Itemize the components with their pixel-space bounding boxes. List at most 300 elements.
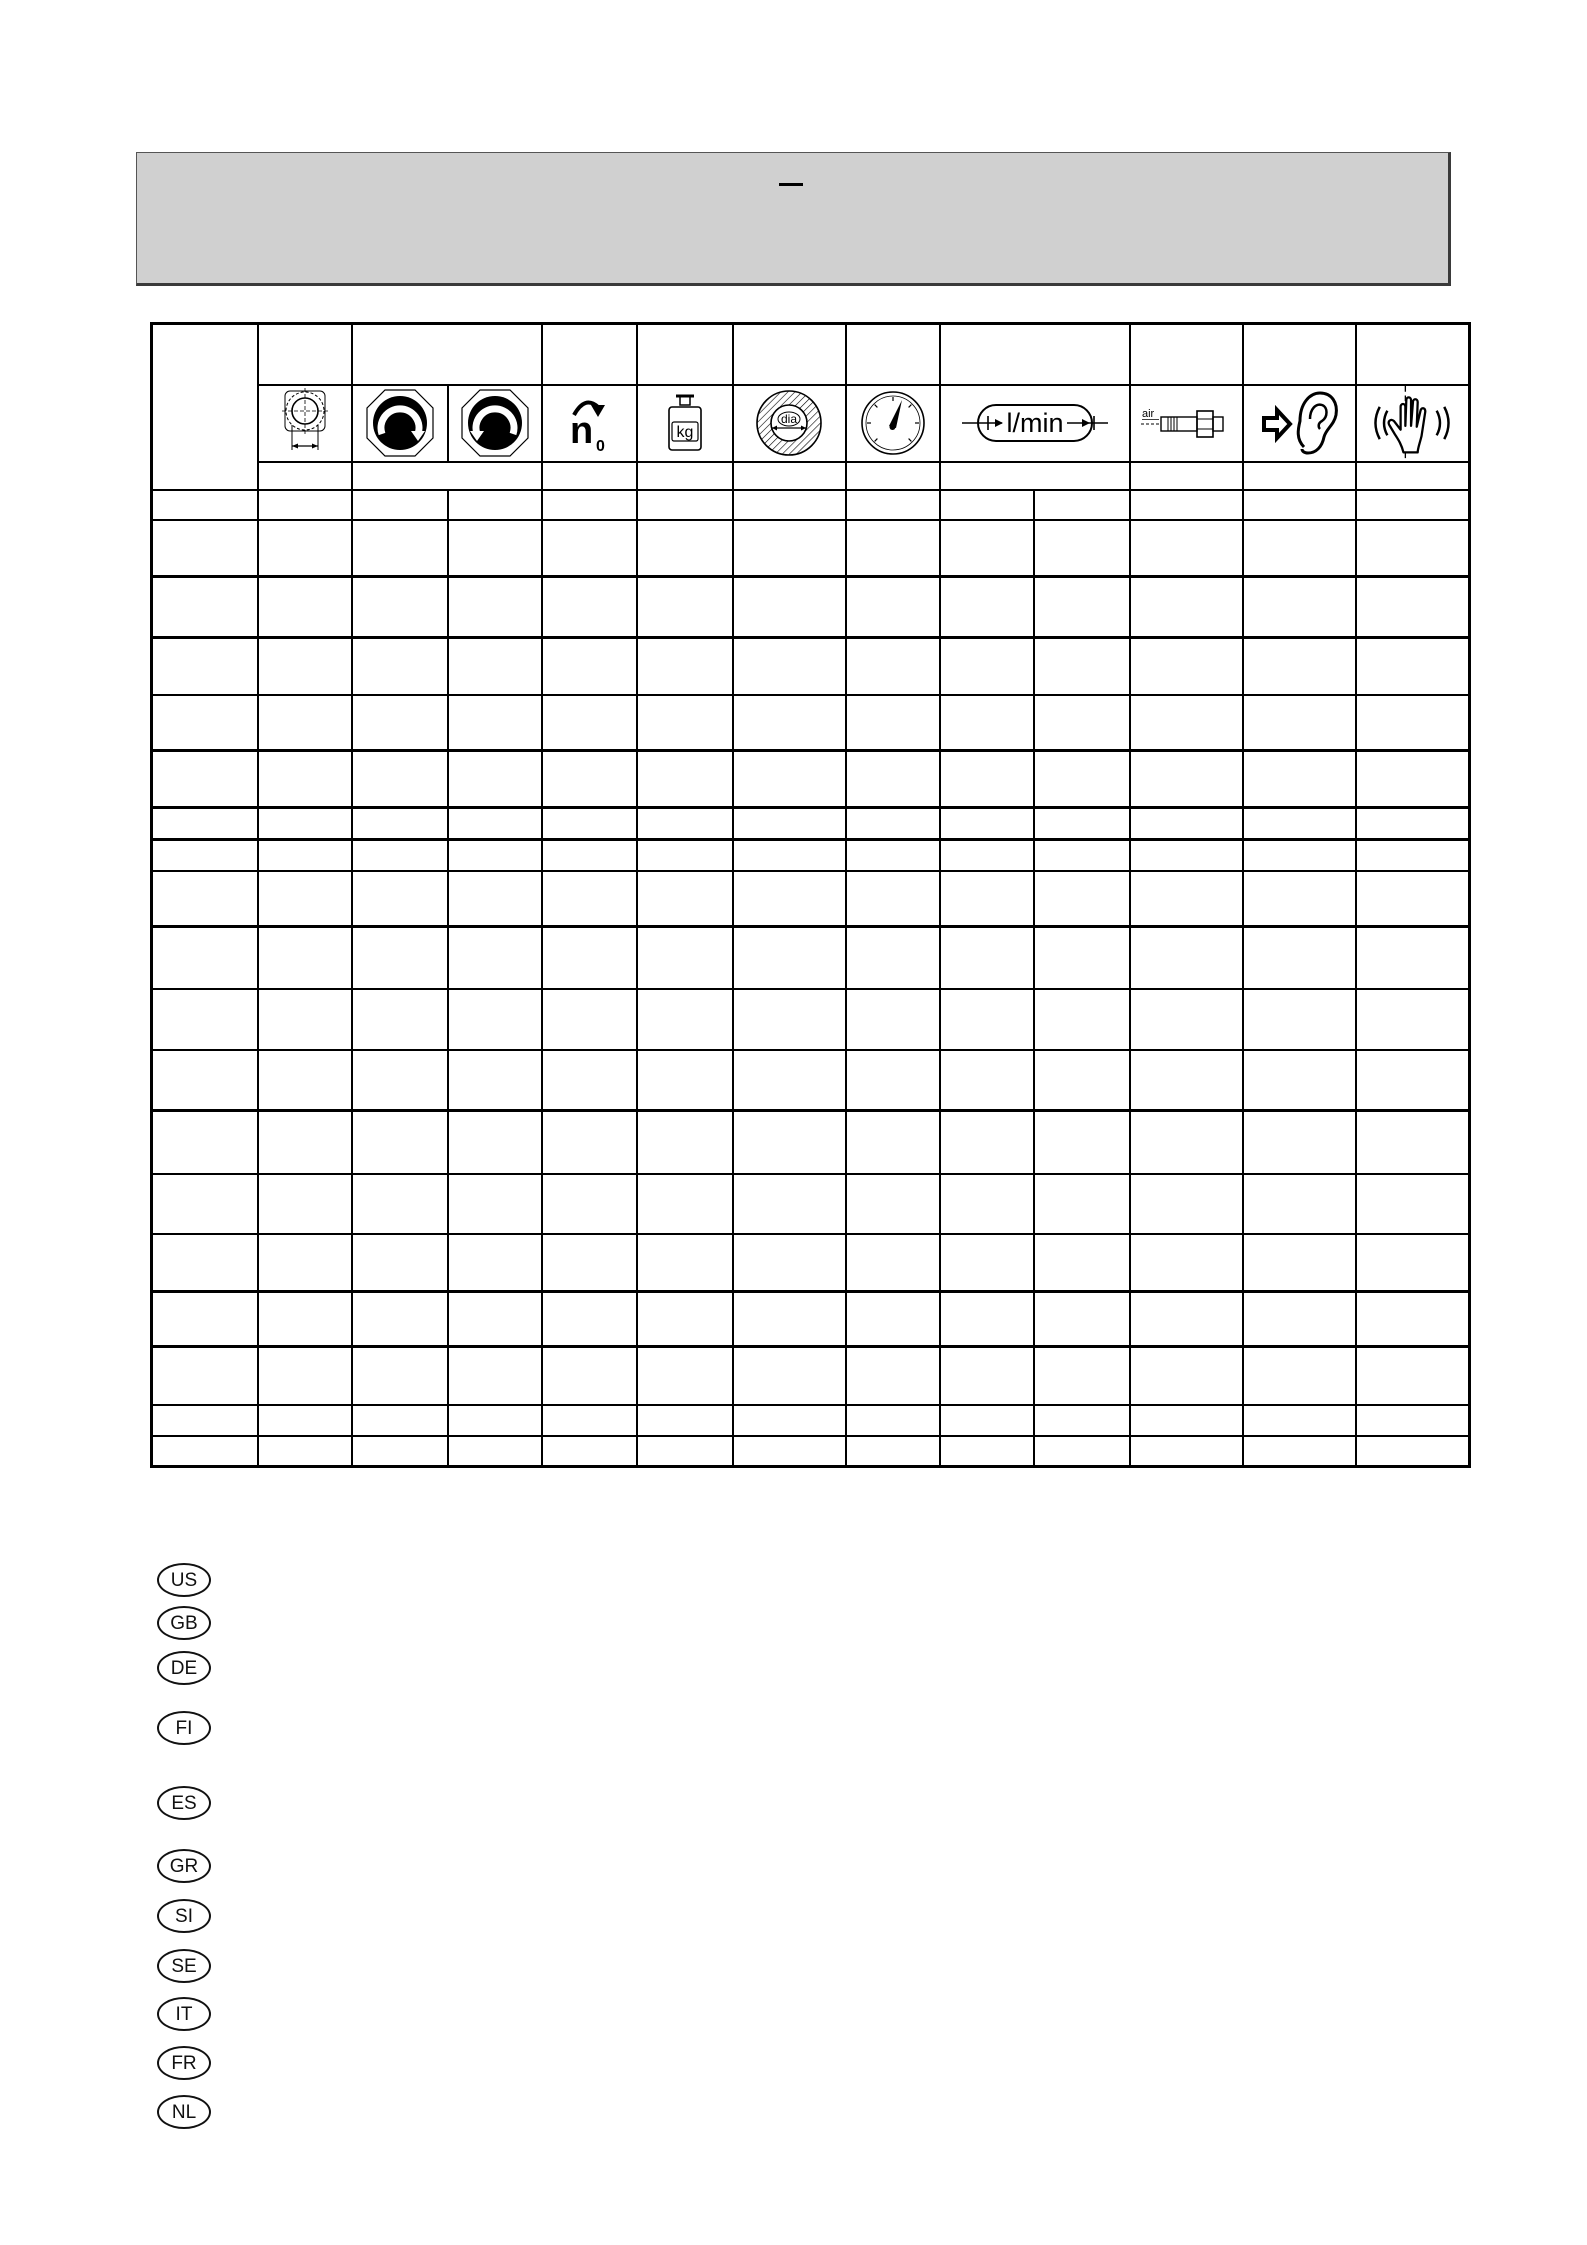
table-cell-weight bbox=[637, 638, 733, 695]
table-cell-noise bbox=[1243, 1111, 1356, 1174]
table-cell-torque-reverse bbox=[448, 520, 542, 577]
icon-cell-noise bbox=[1243, 385, 1356, 462]
table-cell-drive-size bbox=[258, 1405, 352, 1436]
table-cell-vibration bbox=[1356, 871, 1470, 927]
table-cell-noise bbox=[1243, 1234, 1356, 1292]
table-cell-weight bbox=[637, 1050, 733, 1111]
table-cell-model bbox=[152, 927, 258, 989]
table-cell-model bbox=[152, 808, 258, 840]
forward-torque-icon bbox=[365, 388, 435, 458]
table-row bbox=[152, 695, 1470, 751]
language-badge-it bbox=[157, 1997, 211, 2031]
table-cell-torque-reverse bbox=[448, 927, 542, 989]
icon-cell-air-inlet bbox=[1130, 385, 1243, 462]
table-cell-hose bbox=[733, 1436, 846, 1467]
table-cell-hose bbox=[733, 695, 846, 751]
table-cell-pressure bbox=[846, 1347, 940, 1405]
hose-diameter-icon bbox=[755, 389, 823, 457]
table-cell-hose bbox=[733, 927, 846, 989]
table-cell-model bbox=[152, 1405, 258, 1436]
language-code: SI bbox=[175, 1905, 193, 1927]
table-cell-free-speed bbox=[542, 989, 637, 1050]
table-cell-vibration bbox=[1356, 1347, 1470, 1405]
language-badge-si bbox=[157, 1899, 211, 1933]
table-cell-air-consumption-b bbox=[1034, 1405, 1130, 1436]
table-cell-free-speed bbox=[542, 1347, 637, 1405]
icon-cell-torque-reverse bbox=[448, 385, 542, 462]
table-cell-drive-size bbox=[258, 638, 352, 695]
table-cell-pressure bbox=[846, 808, 940, 840]
language-badge-gb bbox=[157, 1606, 211, 1640]
table-cell-pressure bbox=[846, 695, 940, 751]
table-cell-torque-reverse bbox=[448, 1436, 542, 1467]
table-cell-torque-forward bbox=[352, 1436, 448, 1467]
table-cell-torque-forward bbox=[352, 840, 448, 871]
table-cell-vibration bbox=[1356, 638, 1470, 695]
table-cell-vibration bbox=[1356, 927, 1470, 989]
table-row bbox=[152, 751, 1470, 808]
table-cell-drive-size bbox=[258, 1050, 352, 1111]
table-cell-weight bbox=[637, 1405, 733, 1436]
table-cell-air-inlet bbox=[1130, 1292, 1243, 1347]
table-cell-model bbox=[152, 520, 258, 577]
table-cell-free-speed bbox=[542, 695, 637, 751]
table-cell-air-inlet bbox=[1130, 520, 1243, 577]
table-cell-hose bbox=[733, 1405, 846, 1436]
table-cell-air-inlet bbox=[1130, 695, 1243, 751]
table-cell-free-speed bbox=[542, 1111, 637, 1174]
air-inlet-label: air bbox=[1142, 408, 1155, 420]
table-cell-hose bbox=[733, 1174, 846, 1234]
table-cell-weight bbox=[637, 840, 733, 871]
table-cell-hose bbox=[733, 520, 846, 577]
icon-cell-weight bbox=[637, 385, 733, 462]
unit-cell-vibration bbox=[1356, 462, 1470, 490]
table-cell-air-consumption-a bbox=[940, 1347, 1034, 1405]
unit-cell-hose bbox=[733, 462, 846, 490]
table-cell-pressure bbox=[846, 751, 940, 808]
table-cell-noise bbox=[1243, 1292, 1356, 1347]
table-cell-vibration bbox=[1356, 1436, 1470, 1467]
table-cell-noise bbox=[1243, 808, 1356, 840]
table-cell-torque-forward bbox=[352, 577, 448, 638]
table-row bbox=[152, 840, 1470, 871]
table-cell-noise bbox=[1243, 840, 1356, 871]
vibration-icon bbox=[1367, 386, 1457, 460]
table-cell-vibration bbox=[1356, 1050, 1470, 1111]
table-cell-pressure bbox=[846, 490, 940, 520]
table-row bbox=[152, 1436, 1470, 1467]
table-cell-pressure bbox=[846, 577, 940, 638]
table-cell-air-inlet bbox=[1130, 927, 1243, 989]
table-row bbox=[152, 1405, 1470, 1436]
table-cell-torque-forward bbox=[352, 695, 448, 751]
table-cell-model bbox=[152, 490, 258, 520]
table-cell-weight bbox=[637, 1292, 733, 1347]
table-cell-air-consumption-b bbox=[1034, 808, 1130, 840]
language-badge-gr bbox=[157, 1849, 211, 1883]
table-cell-weight bbox=[637, 1347, 733, 1405]
table-cell-air-consumption-a bbox=[940, 1405, 1034, 1436]
table-cell-weight bbox=[637, 1436, 733, 1467]
table-cell-air-inlet bbox=[1130, 1347, 1243, 1405]
pressure-gauge-icon bbox=[860, 389, 926, 457]
table-cell-weight bbox=[637, 751, 733, 808]
unit-cell-torque bbox=[352, 462, 542, 490]
table-row bbox=[152, 638, 1470, 695]
table-cell-torque-reverse bbox=[448, 808, 542, 840]
table-cell-air-consumption-b bbox=[1034, 1174, 1130, 1234]
table-cell-drive-size bbox=[258, 490, 352, 520]
table-cell-hose bbox=[733, 808, 846, 840]
table-cell-torque-forward bbox=[352, 1050, 448, 1111]
table-cell-torque-reverse bbox=[448, 695, 542, 751]
table-cell-torque-forward bbox=[352, 1111, 448, 1174]
header-cell-torque bbox=[352, 324, 542, 385]
unit-cell-noise bbox=[1243, 462, 1356, 490]
table-row bbox=[152, 577, 1470, 638]
header-cell-free-speed bbox=[542, 324, 637, 385]
table-cell-free-speed bbox=[542, 1174, 637, 1234]
table-cell-torque-forward bbox=[352, 871, 448, 927]
table-cell-vibration bbox=[1356, 695, 1470, 751]
air-consumption-unit: l/min bbox=[1005, 408, 1064, 438]
language-code: FR bbox=[171, 2052, 197, 2074]
table-cell-torque-forward bbox=[352, 808, 448, 840]
table-cell-air-consumption-a bbox=[940, 1111, 1034, 1174]
table-cell-weight bbox=[637, 927, 733, 989]
table-cell-weight bbox=[637, 695, 733, 751]
specification-table-body bbox=[152, 490, 1470, 1467]
table-cell-torque-forward bbox=[352, 490, 448, 520]
specification-table bbox=[150, 322, 1471, 1468]
table-row bbox=[152, 490, 1470, 520]
table-cell-drive-size bbox=[258, 695, 352, 751]
table-cell-air-consumption-b bbox=[1034, 695, 1130, 751]
unit-cell-free-speed bbox=[542, 462, 637, 490]
table-cell-vibration bbox=[1356, 1174, 1470, 1234]
table-cell-air-inlet bbox=[1130, 1234, 1243, 1292]
language-code: IT bbox=[175, 2003, 193, 2025]
table-cell-drive-size bbox=[258, 840, 352, 871]
table-cell-torque-reverse bbox=[448, 638, 542, 695]
language-code: NL bbox=[171, 2101, 197, 2123]
table-cell-noise bbox=[1243, 1405, 1356, 1436]
table-cell-noise bbox=[1243, 577, 1356, 638]
table-cell-vibration bbox=[1356, 808, 1470, 840]
table-cell-drive-size bbox=[258, 1292, 352, 1347]
table-cell-free-speed bbox=[542, 1292, 637, 1347]
table-cell-air-inlet bbox=[1130, 1405, 1243, 1436]
table-cell-pressure bbox=[846, 1436, 940, 1467]
table-cell-air-consumption-b bbox=[1034, 1111, 1130, 1174]
table-cell-air-consumption-a bbox=[940, 808, 1034, 840]
table-cell-weight bbox=[637, 1234, 733, 1292]
table-cell-torque-reverse bbox=[448, 1234, 542, 1292]
table-cell-air-consumption-b bbox=[1034, 1050, 1130, 1111]
header-cell-air-consumption bbox=[940, 324, 1130, 385]
table-cell-noise bbox=[1243, 490, 1356, 520]
table-cell-air-consumption-a bbox=[940, 751, 1034, 808]
table-cell-air-consumption-b bbox=[1034, 490, 1130, 520]
table-cell-pressure bbox=[846, 638, 940, 695]
table-cell-vibration bbox=[1356, 1111, 1470, 1174]
table-cell-noise bbox=[1243, 751, 1356, 808]
table-cell-air-consumption-a bbox=[940, 695, 1034, 751]
table-cell-vibration bbox=[1356, 1292, 1470, 1347]
table-cell-free-speed bbox=[542, 638, 637, 695]
table-cell-drive-size bbox=[258, 989, 352, 1050]
header-row-units bbox=[152, 462, 1470, 490]
table-cell-model bbox=[152, 1292, 258, 1347]
table-cell-hose bbox=[733, 1111, 846, 1174]
table-cell-model bbox=[152, 638, 258, 695]
table-cell-torque-forward bbox=[352, 1292, 448, 1347]
table-cell-air-consumption-b bbox=[1034, 989, 1130, 1050]
table-cell-weight bbox=[637, 520, 733, 577]
icon-cell-drive-size bbox=[258, 385, 352, 462]
title-banner bbox=[136, 152, 1451, 286]
table-cell-torque-forward bbox=[352, 1174, 448, 1234]
table-row bbox=[152, 989, 1470, 1050]
unit-cell-air-consumption bbox=[940, 462, 1130, 490]
table-row bbox=[152, 927, 1470, 989]
table-cell-air-consumption-a bbox=[940, 520, 1034, 577]
table-cell-noise bbox=[1243, 1436, 1356, 1467]
table-cell-air-inlet bbox=[1130, 1050, 1243, 1111]
table-row bbox=[152, 1347, 1470, 1405]
table-cell-pressure bbox=[846, 927, 940, 989]
table-row bbox=[152, 1050, 1470, 1111]
free-speed-subscript: 0 bbox=[596, 438, 605, 455]
table-cell-weight bbox=[637, 1111, 733, 1174]
table-cell-hose bbox=[733, 490, 846, 520]
table-cell-noise bbox=[1243, 1174, 1356, 1234]
air-inlet-icon bbox=[1141, 407, 1231, 439]
table-cell-torque-forward bbox=[352, 927, 448, 989]
table-cell-vibration bbox=[1356, 989, 1470, 1050]
table-cell-model bbox=[152, 751, 258, 808]
table-cell-free-speed bbox=[542, 1234, 637, 1292]
table-cell-air-inlet bbox=[1130, 1436, 1243, 1467]
table-cell-hose bbox=[733, 989, 846, 1050]
table-cell-pressure bbox=[846, 1174, 940, 1234]
table-cell-torque-forward bbox=[352, 1347, 448, 1405]
table-cell-air-consumption-a bbox=[940, 1234, 1034, 1292]
language-code: FI bbox=[175, 1717, 193, 1739]
table-cell-vibration bbox=[1356, 840, 1470, 871]
table-cell-torque-forward bbox=[352, 638, 448, 695]
table-cell-air-consumption-b bbox=[1034, 1436, 1130, 1467]
table-cell-free-speed bbox=[542, 871, 637, 927]
table-row bbox=[152, 1234, 1470, 1292]
table-cell-air-consumption-a bbox=[940, 840, 1034, 871]
unit-cell-air-inlet bbox=[1130, 462, 1243, 490]
table-cell-hose bbox=[733, 751, 846, 808]
table-cell-air-consumption-a bbox=[940, 1050, 1034, 1111]
table-cell-torque-reverse bbox=[448, 1292, 542, 1347]
unit-cell-drive-size bbox=[258, 462, 352, 490]
table-cell-model bbox=[152, 1436, 258, 1467]
header-model-cell bbox=[152, 324, 258, 490]
table-cell-free-speed bbox=[542, 1050, 637, 1111]
table-cell-drive-size bbox=[258, 1111, 352, 1174]
language-badge-se bbox=[157, 1949, 211, 1983]
free-speed-symbol: n bbox=[570, 410, 594, 452]
table-cell-vibration bbox=[1356, 751, 1470, 808]
table-cell-air-consumption-a bbox=[940, 490, 1034, 520]
table-cell-torque-forward bbox=[352, 989, 448, 1050]
weight-unit: kg bbox=[676, 424, 693, 441]
table-cell-torque-reverse bbox=[448, 871, 542, 927]
table-cell-torque-reverse bbox=[448, 1111, 542, 1174]
table-cell-free-speed bbox=[542, 808, 637, 840]
table-cell-drive-size bbox=[258, 1347, 352, 1405]
table-cell-torque-forward bbox=[352, 520, 448, 577]
table-row bbox=[152, 1174, 1470, 1234]
table-row bbox=[152, 1292, 1470, 1347]
table-cell-vibration bbox=[1356, 1405, 1470, 1436]
table-cell-air-consumption-a bbox=[940, 1292, 1034, 1347]
language-badge-fr bbox=[157, 2046, 211, 2080]
table-cell-drive-size bbox=[258, 808, 352, 840]
header-cell-air-inlet bbox=[1130, 324, 1243, 385]
table-cell-pressure bbox=[846, 840, 940, 871]
table-cell-air-inlet bbox=[1130, 808, 1243, 840]
table-cell-model bbox=[152, 1111, 258, 1174]
table-row bbox=[152, 1111, 1470, 1174]
table-cell-air-inlet bbox=[1130, 871, 1243, 927]
table-cell-torque-reverse bbox=[448, 1347, 542, 1405]
table-cell-air-consumption-b bbox=[1034, 520, 1130, 577]
table-cell-drive-size bbox=[258, 751, 352, 808]
table-cell-weight bbox=[637, 1174, 733, 1234]
table-cell-torque-forward bbox=[352, 1234, 448, 1292]
table-cell-noise bbox=[1243, 520, 1356, 577]
header-row-icons bbox=[152, 385, 1470, 462]
unit-cell-weight bbox=[637, 462, 733, 490]
language-badge-es bbox=[157, 1786, 211, 1820]
table-cell-hose bbox=[733, 1292, 846, 1347]
table-cell-model bbox=[152, 577, 258, 638]
table-cell-free-speed bbox=[542, 751, 637, 808]
table-cell-air-consumption-b bbox=[1034, 1347, 1130, 1405]
table-cell-drive-size bbox=[258, 871, 352, 927]
table-cell-air-consumption-b bbox=[1034, 751, 1130, 808]
table-cell-noise bbox=[1243, 927, 1356, 989]
table-cell-model bbox=[152, 840, 258, 871]
table-cell-hose bbox=[733, 577, 846, 638]
table-cell-torque-forward bbox=[352, 751, 448, 808]
language-code: SE bbox=[171, 1955, 197, 1977]
free-speed-icon bbox=[567, 393, 611, 453]
language-code: ES bbox=[171, 1792, 197, 1814]
table-cell-air-consumption-a bbox=[940, 989, 1034, 1050]
table-cell-hose bbox=[733, 871, 846, 927]
icon-cell-torque-forward bbox=[352, 385, 448, 462]
table-cell-free-speed bbox=[542, 1436, 637, 1467]
table-cell-air-consumption-b bbox=[1034, 840, 1130, 871]
table-cell-free-speed bbox=[542, 520, 637, 577]
header-cell-vibration bbox=[1356, 324, 1470, 385]
table-cell-noise bbox=[1243, 1050, 1356, 1111]
language-badge-nl bbox=[157, 2095, 211, 2129]
header-row-top bbox=[152, 324, 1470, 385]
table-cell-air-consumption-a bbox=[940, 577, 1034, 638]
table-cell-vibration bbox=[1356, 490, 1470, 520]
header-cell-hose bbox=[733, 324, 846, 385]
table-cell-pressure bbox=[846, 520, 940, 577]
table-cell-air-inlet bbox=[1130, 577, 1243, 638]
table-cell-pressure bbox=[846, 871, 940, 927]
table-cell-noise bbox=[1243, 1347, 1356, 1405]
table-cell-model bbox=[152, 1050, 258, 1111]
language-code: DE bbox=[170, 1657, 198, 1679]
table-cell-vibration bbox=[1356, 1234, 1470, 1292]
table-cell-model bbox=[152, 1234, 258, 1292]
table-cell-air-inlet bbox=[1130, 490, 1243, 520]
table-cell-air-consumption-a bbox=[940, 871, 1034, 927]
table-row bbox=[152, 520, 1470, 577]
unit-cell-pressure bbox=[846, 462, 940, 490]
icon-cell-pressure bbox=[846, 385, 940, 462]
table-cell-drive-size bbox=[258, 1174, 352, 1234]
table-cell-torque-reverse bbox=[448, 1174, 542, 1234]
air-consumption-icon bbox=[962, 403, 1108, 443]
table-cell-free-speed bbox=[542, 927, 637, 989]
table-cell-weight bbox=[637, 871, 733, 927]
table-cell-air-consumption-b bbox=[1034, 871, 1130, 927]
drive-size-icon bbox=[280, 387, 330, 459]
table-cell-drive-size bbox=[258, 1234, 352, 1292]
table-cell-model bbox=[152, 1174, 258, 1234]
table-row bbox=[152, 808, 1470, 840]
table-cell-pressure bbox=[846, 1111, 940, 1174]
table-cell-vibration bbox=[1356, 577, 1470, 638]
hose-label: dia bbox=[780, 412, 798, 426]
table-cell-hose bbox=[733, 638, 846, 695]
table-cell-air-inlet bbox=[1130, 1174, 1243, 1234]
icon-cell-hose bbox=[733, 385, 846, 462]
language-code: GB bbox=[170, 1612, 198, 1634]
table-cell-pressure bbox=[846, 989, 940, 1050]
table-cell-drive-size bbox=[258, 1436, 352, 1467]
table-cell-free-speed bbox=[542, 490, 637, 520]
header-cell-weight bbox=[637, 324, 733, 385]
header-cell-drive-size bbox=[258, 324, 352, 385]
table-cell-free-speed bbox=[542, 1405, 637, 1436]
table-cell-hose bbox=[733, 1050, 846, 1111]
language-badge-us bbox=[157, 1563, 211, 1597]
table-row bbox=[152, 871, 1470, 927]
table-cell-pressure bbox=[846, 1405, 940, 1436]
table-cell-model bbox=[152, 989, 258, 1050]
table-cell-air-consumption-a bbox=[940, 1174, 1034, 1234]
language-code: US bbox=[170, 1569, 198, 1591]
table-cell-hose bbox=[733, 840, 846, 871]
table-cell-noise bbox=[1243, 638, 1356, 695]
table-cell-air-consumption-a bbox=[940, 1436, 1034, 1467]
table-cell-torque-reverse bbox=[448, 577, 542, 638]
table-cell-torque-reverse bbox=[448, 1050, 542, 1111]
table-cell-noise bbox=[1243, 989, 1356, 1050]
table-cell-air-consumption-b bbox=[1034, 638, 1130, 695]
table-cell-hose bbox=[733, 1347, 846, 1405]
table-cell-pressure bbox=[846, 1050, 940, 1111]
icon-cell-air-consumption bbox=[940, 385, 1130, 462]
table-cell-torque-reverse bbox=[448, 989, 542, 1050]
table-cell-torque-reverse bbox=[448, 490, 542, 520]
